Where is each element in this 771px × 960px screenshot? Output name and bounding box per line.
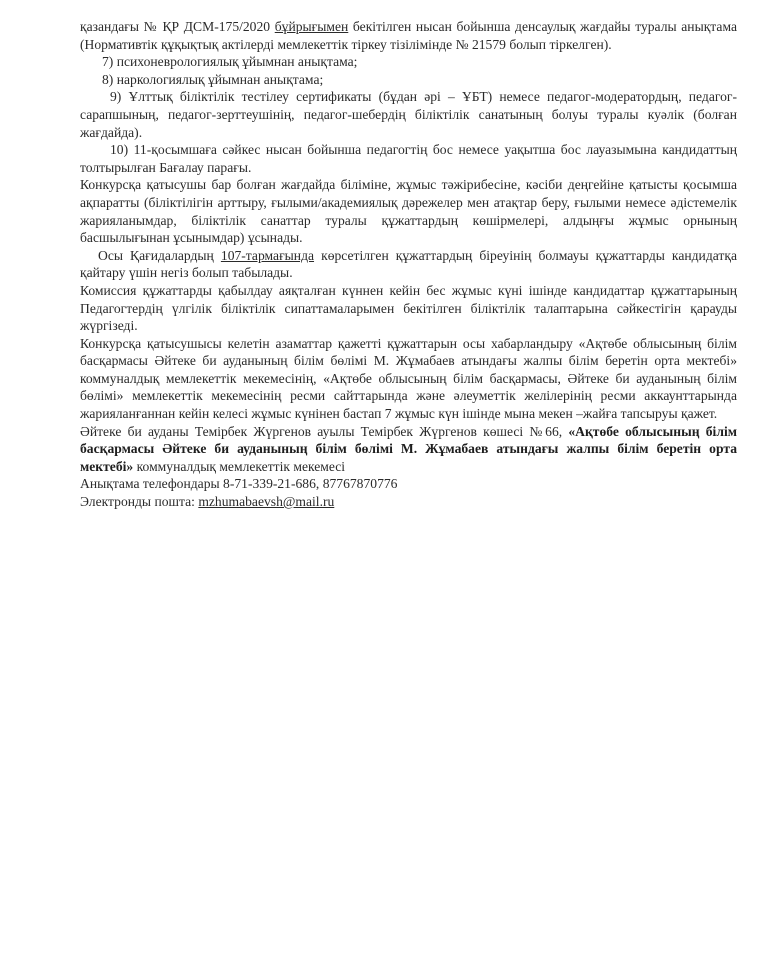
contact-email xyxy=(80,493,737,511)
paragraph-additional-info: Конкурсқа қатысушы бар болған жағдайда біліміне, жұмыс тәжірибесіне, кәсіби деңгейіне қатысты қосымша ақпаратты (біліктілігін арттыру, ғылыми/академиялық дәрежелер мен атақтар беру, ғылыми немесе әдістемелік жарияланымдар, біліктілік санаттар туралы құжаттардың көшірмелері, алдыңғы жұмыс орнының басшылығынан ұсынымдар) ұсынады. xyxy=(80,177,737,246)
list-item-7: 7) психоневрологиялық ұйымнан анықтама; xyxy=(102,54,358,70)
email-link[interactable]: mzhumabaevsh@mail.ru xyxy=(198,494,335,510)
address-text: коммуналдық мемлекеттік мекемесі xyxy=(133,458,346,474)
clause-107-link[interactable]: 107-тармағында xyxy=(220,247,315,263)
email-label: Электронды пошта: xyxy=(80,494,199,510)
list-item-9: 9) Ұлттық біліктілік тестілеу сертификаты (бұдан әрі – ҰБТ) немесе педагог-модератордың, педагог-сарапшының, педагог-зерттеушінің, педагог-шебердің біліктілік санатының болуы туралы куәлік (болған жағдайда). xyxy=(80,89,737,140)
paragraph-health-certificate xyxy=(80,18,737,53)
paragraph-commission: Комиссия құжаттарды қабылдау аяқталған күннен кейін бес жұмыс күні ішінде кандидаттар құжаттарының Педагогтердің үлгілік біліктілік сипаттамаларымен бекітілген біліктілік талаптарына сәйкестігін қарауды жүргізеді. xyxy=(80,282,737,334)
paragraph-documents-return xyxy=(80,247,737,282)
list-item-8: 8) наркологиялық ұйымнан анықтама; xyxy=(102,71,324,87)
paragraph-text: көрсетілген құжаттардың біреуінің болмауы құжаттарды кандидатқа қайтару үшін негіз болып табылады. xyxy=(80,247,737,281)
address-text: Әйтеке би ауданы Темірбек Жүргенов ауылы Темірбек Жүргенов көшесі №66, xyxy=(80,423,569,439)
list-item-10: 10) 11-қосымшаға сәйкес нысан бойынша педагогтің бос немесе уақытша бос лауазымына кандидаттың толтырылған Бағалау парағы. xyxy=(80,142,737,175)
order-link[interactable]: бұйрығымен xyxy=(274,19,349,34)
paragraph-submission: Конкурсқа қатысушысы келетін азаматтар қажетті құжаттарын осы хабарландыру «Ақтөбе облысының білім басқармасы Әйтеке би ауданының білім бөлімі М. Жұмабаев атындағы жалпы білім беретін орта мектебі» коммуналдық мемлекеттік мекемесінің, «Ақтөбе облысының білім басқармасы, Әйтеке би ауданының білім бөлімі» мемлекеттік мекемесінің ресми сайттарында және әлеуметтік желілерінің ресми аккаунттарында жарияланғаннан кейін келесі жұмыс күнінен бастап 7 жұмыс күн ішінде мына мекен –жайға тапсыруы қажет. xyxy=(80,335,737,422)
paragraph-address xyxy=(80,423,737,476)
paragraph-text: бекітілген нысан бойынша денсаулық жағдайы туралы анықтама (Нормативтік құқықтық актілерді мемлекеттік тіркеу тізілімінде № 21579 болып тіркелген). xyxy=(80,19,737,52)
school-name: «Ақтөбе облысының білім басқармасы Әйтеке би ауданының білім бөлімі М. Жұмабаев атындағы жалпы білім беретін орта мектебі» xyxy=(80,423,737,474)
contact-phones: Анықтама телефондары 8-71-339-21-686, 87767870776 xyxy=(80,476,398,492)
paragraph-text: Осы Қағидалардың xyxy=(98,247,221,263)
paragraph-text: қазандағы № ҚР ДСМ-175/2020 xyxy=(80,19,275,34)
